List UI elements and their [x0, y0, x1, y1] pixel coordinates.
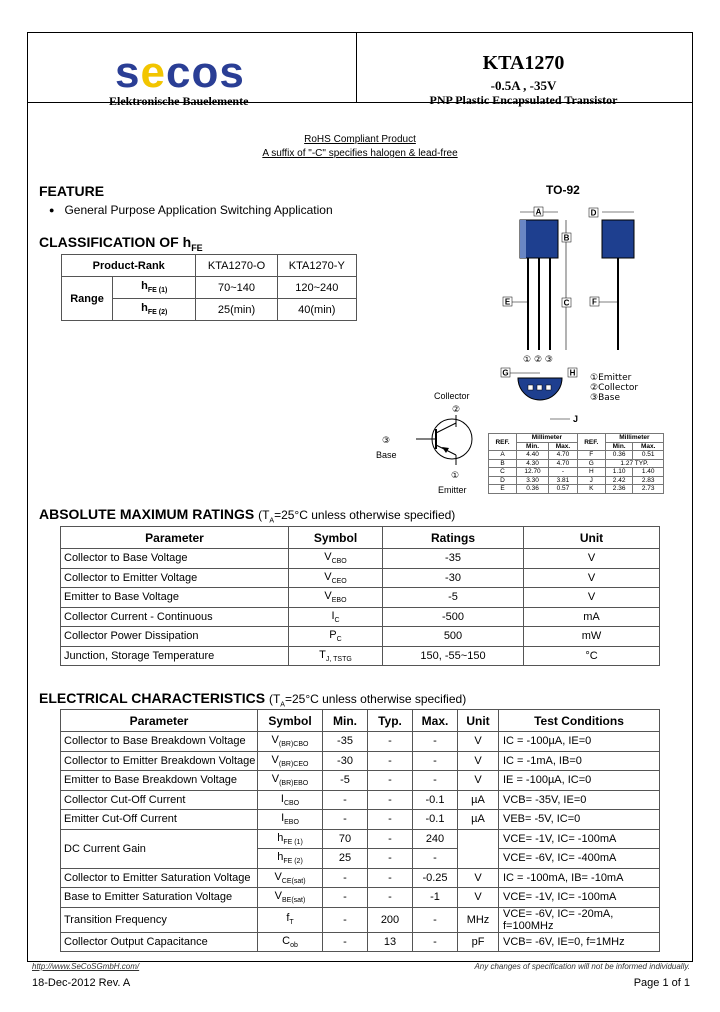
abs-row: Collector to Base Voltage $V_{CBO}$ -35 V [61, 549, 660, 569]
dimension-table: REF. Millimeter REF. Millimeter Min. Max. Min. Max. A 4.40 4.70 F 0.36 0.51 B 4.30 4.70 G 1.27 TYP. C 12.70 - H 1.10 1.40 D 3.30 3.81 J 2.42 2.83 E 0.36 0.57 K 2.36 2.73 [488, 433, 664, 494]
symbol-b-num: ③ [382, 436, 391, 446]
cls-hfe2: $h_{FE (2)}$ [113, 299, 196, 321]
transistor-symbol [370, 385, 490, 495]
cls-header-o: KTA1270-O [196, 255, 277, 277]
package-drawing [490, 200, 690, 430]
symbol-e-num: ① [451, 471, 460, 481]
package-body-side [602, 220, 634, 258]
cls-o-2: 25(min) [196, 299, 277, 321]
feature-bullet: ● General Purpose Application Switching Application [49, 203, 333, 217]
abs-max-title: ABSOLUTE MAXIMUM RATINGS ($T_A=25^\circ C$ unless otherwise specified) [39, 506, 456, 525]
rohs-line1: RoHS Compliant Product [304, 134, 416, 145]
cls-hfe1: $h_{FE (1)}$ [113, 277, 196, 299]
classification-title: CLASSIFICATION OF $h_{FE}$ [39, 234, 203, 253]
abs-row: Emitter to Base Voltage $V_{EBO}$ -5 V [61, 588, 660, 608]
dim-label-d: D [590, 208, 597, 218]
footer-date-rev: 18-Dec-2012 Rev. A [32, 977, 131, 989]
feature-title: FEATURE [39, 183, 105, 199]
elec-row: Collector to Base Breakdown Voltage $V_{(BR)CBO}$ -35 - - V IC = -100µA, IE=0 [61, 732, 660, 752]
dim-label-a: A [535, 207, 542, 217]
elec-row: Collector to Emitter Breakdown Voltage $V_{(BR)CEO}$ -30 - - V IC = -1mA, IB=0 [61, 751, 660, 771]
cls-header-rank: Product-Rank [62, 255, 196, 277]
footer-url[interactable]: http://www.SeCoSGmbH.com/ [32, 962, 140, 971]
symbol-collector: Collector [434, 391, 470, 401]
dim-label-j: J [573, 414, 579, 424]
part-description: PNP Plastic Encapsulated Transistor [429, 93, 618, 107]
abs-max-table: Parameter Symbol Ratings Unit Collector to Base Voltage $V_{CBO}$ -35 V Collector to Emitter Voltage $V_{CEO}$ -30 V Emitter to Base Voltage $V_{EBO}$ -5 V Collector Current - Continuous $I_C$ -500 mA Collector Power Dissipation $P_C$ 500 mW Junction, Storage Temperature $T_{J, TSTG}$ 150, -55~150 °C [60, 526, 660, 666]
elec-row: Emitter Cut-Off Current $I_{EBO}$ - - -0.1 µA VEB= -5V, IC=0 [61, 810, 660, 830]
cls-y-2: 40(min) [277, 299, 356, 321]
elec-row: $h_{FE (2)}$ 25 - - VCE= -6V, IC= -400mA [61, 849, 660, 869]
pin-label-base: ③Base [590, 393, 620, 403]
elec-row: Collector to Emitter Saturation Voltage $V_{CE(sat)}$ - - -0.25 V IC = -100mA, IB= -10mA [61, 868, 660, 888]
elec-row: DC Current Gain $h_{FE (1)}$ 70 - 240 VCE= -1V, IC= -100mA [61, 829, 660, 849]
company-name: Elektronische Bauelemente [109, 94, 249, 108]
dim-label-e: E [504, 297, 511, 307]
company-logo: secos [115, 48, 245, 97]
symbol-base: Base [376, 450, 397, 460]
abs-row: Collector to Emitter Voltage $V_{CEO}$ -30 V [61, 568, 660, 588]
pin-numbers: ① ② ③ [523, 355, 553, 365]
abs-row: Collector Current - Continuous $I_C$ -500 mA [61, 607, 660, 627]
dim-label-b: B [563, 233, 570, 243]
elec-row: Emitter to Base Breakdown Voltage $V_{(BR)EBO}$ -5 - - V IE = -100µA, IC=0 [61, 771, 660, 791]
pin-label-collector: ②Collector [590, 383, 639, 393]
elec-table: Parameter Symbol Min. Typ. Max. Unit Test Conditions Collector to Base Breakdown Voltage $V_{(BR)CBO}$ -35 - - V IC = -100µA, IE=0 Collector to Emitter Breakdown Voltage $V_{(BR)CEO}$ -30 - - V IC = -1mA, IB=0 Emitter to Base Breakdown Voltage $V_{(BR)EBO}$ -5 - - V IE = -100µA, IC=0 Collector Cut-Off Current $I_{CBO}$ - - -0.1 µA VCB= -35V, IE=0 Emitter Cut-Off Current $I_{EBO}$ - - -0.1 µA VEB= -5V, IC=0 DC Current Gain $h_{FE (1)}$ 70 - 240 VCE= -1V, IC= -100mA $h_{FE (2)}$ 25 - - VCE= -6V, IC= -400mA Collector to Emitter Saturation Voltage $V_{CE(sat)}$ - - -0.25 V IC = -100mA, IB= -10mA Base to Emitter Saturation Voltage $V_{BE(sat)}$ - - -1 V VCE= -1V, IC= -100mA Transition Frequency $f_T$ - 200 - MHz VCE= -6V, IC= -20mA, f=100MHz Collector Output Capacitance $C_{ob}$ - 13 - pF VCB= -6V, IE=0, f=1MHz [60, 709, 660, 952]
dim-ref-1: REF. [489, 434, 517, 451]
cls-y-1: 120~240 [277, 277, 356, 299]
pin-label-emitter: ①Emitter [590, 373, 632, 383]
abs-row: Junction, Storage Temperature $T_{J, TSTG}$ 150, -55~150 °C [61, 646, 660, 666]
symbol-emitter: Emitter [438, 485, 467, 495]
classification-table [61, 254, 357, 321]
elec-row: Transition Frequency $f_T$ - 200 - MHz VCE= -6V, IC= -20mA, f=100MHz [61, 907, 660, 932]
symbol-c-num: ② [452, 405, 461, 415]
elec-row: Collector Cut-Off Current $I_{CBO}$ - - -0.1 µA VCB= -35V, IE=0 [61, 790, 660, 810]
rohs-line2: A suffix of "-C" specifies halogen & lead-free [262, 148, 458, 159]
dim-label-h: H [569, 368, 576, 378]
rating-line: -0.5A , -35V [490, 78, 557, 93]
footer-disclaimer: Any changes of specification will not be informed individually. [474, 962, 690, 971]
part-number: KTA1270 [482, 52, 565, 74]
cls-o-1: 70~140 [196, 277, 277, 299]
cls-header-y: KTA1270-Y [277, 255, 356, 277]
feature-bullet-text: General Purpose Application Switching Application [64, 203, 333, 217]
dim-label-c: C [563, 298, 570, 308]
cls-range-label: Range [62, 277, 113, 321]
dim-label-f: F [592, 297, 597, 307]
abs-row: Collector Power Dissipation $P_C$ 500 mW [61, 627, 660, 647]
elec-row: Base to Emitter Saturation Voltage $V_{BE(sat)}$ - - -1 V VCE= -1V, IC= -100mA [61, 888, 660, 908]
rohs-notice [27, 132, 693, 161]
package-name: TO-92 [546, 183, 580, 197]
dim-label-g: G [502, 368, 509, 378]
footer-page: Page 1 of 1 [633, 977, 690, 989]
elec-row: Collector Output Capacitance $C_{ob}$ - 13 - pF VCB= -6V, IE=0, f=1MHz [61, 932, 660, 952]
dim-ref-2: REF. [577, 434, 605, 451]
elec-title: ELECTRICAL CHARACTERISTICS ($T_A=25^\circ C$ unless otherwise specified) [39, 690, 467, 709]
